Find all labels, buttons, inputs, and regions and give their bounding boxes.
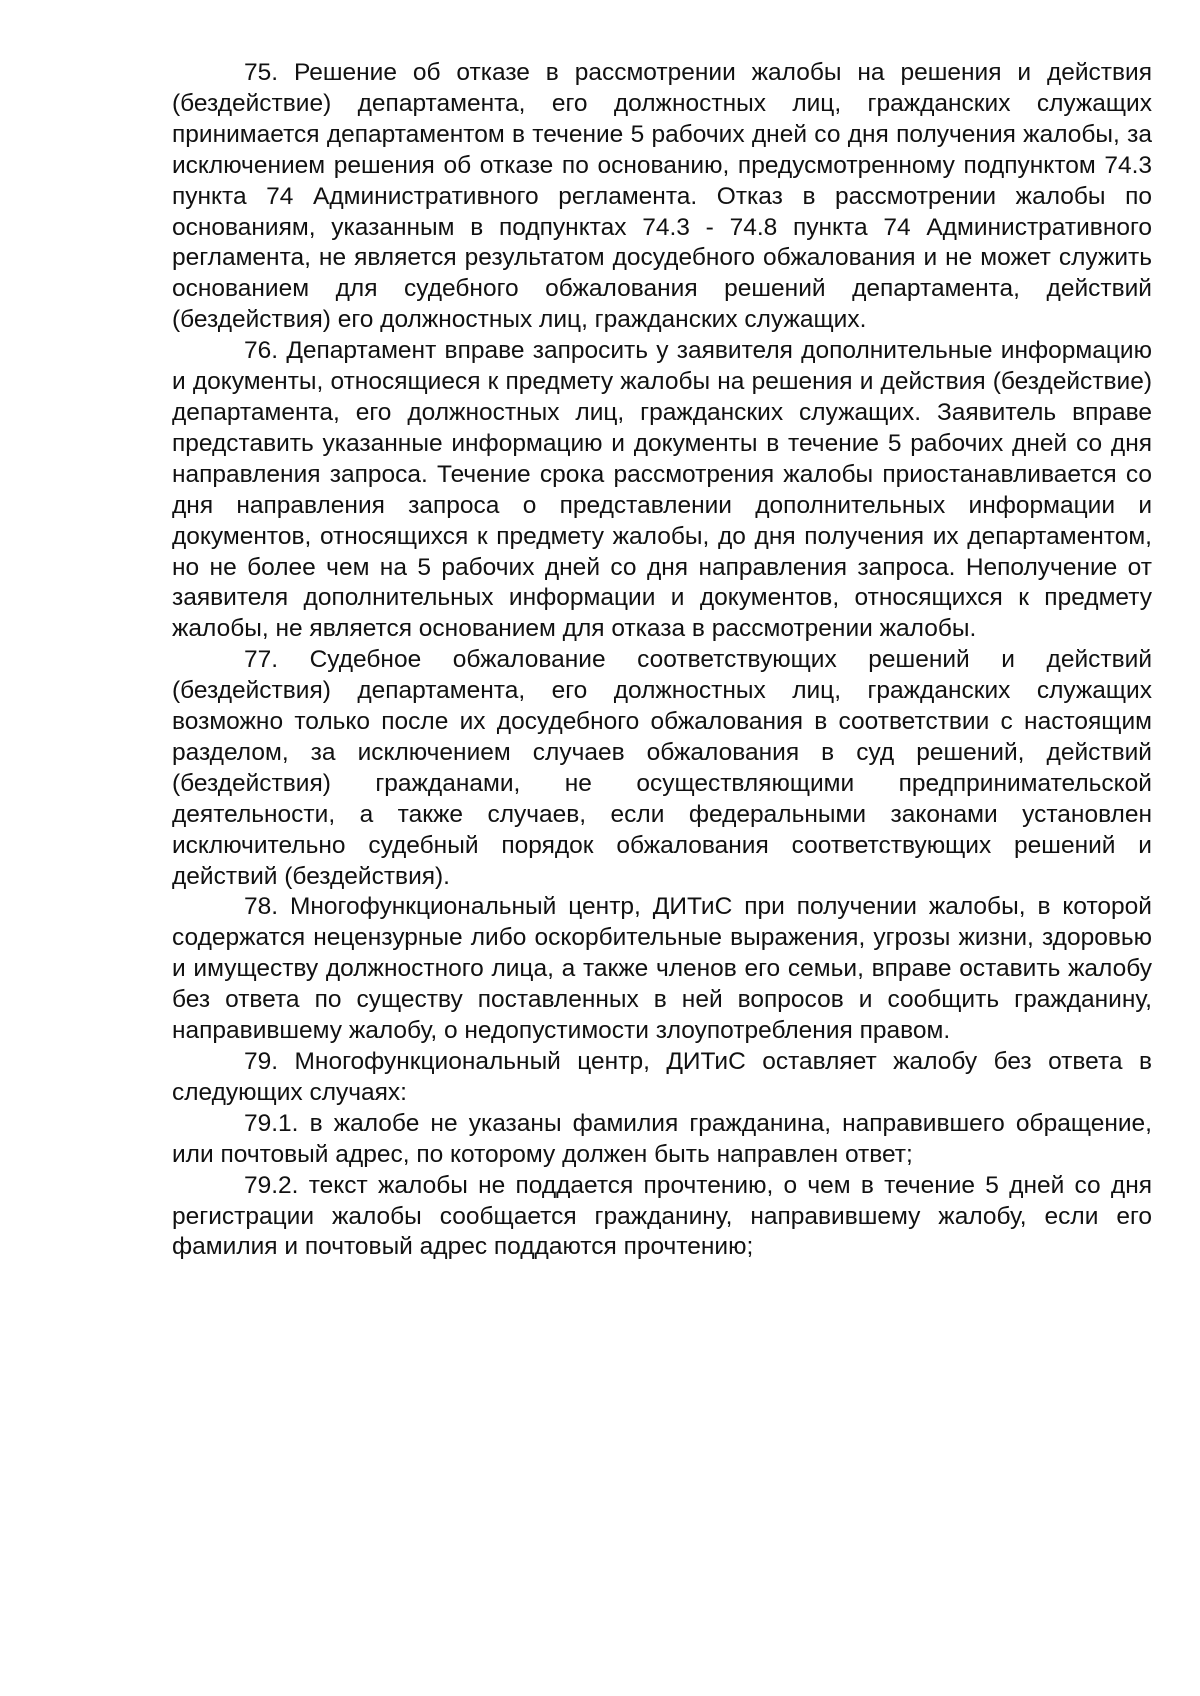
paragraph-75: 75. Решение об отказе в рассмотрении жалобы на решения и действия (бездействие) департамента, его должностных лиц, гражданских служащих принимается департаментом в течение 5 рабочих дней со дня получения жалобы, за исключением решения об отказе по основанию, предусмотренному подпунктом 74.3 пункта 74 Административного регламента. Отказ в рассмотрении жалобы по основаниям, указанным в подпунктах 74.3 - 74.8 пункта 74 Административного регламента, не является результатом досудебного обжалования и не может служить основанием для судебного обжалования решений департамента, действий (бездействия) его должностных лиц, гражданских служащих. [172, 59, 1152, 334]
paragraph-79-2: 79.2. текст жалобы не поддается прочтению, о чем в течение 5 дней со дня регистрации жалобы сообщается гражданину, направившему жалобу, если его фамилия и почтовый адрес поддаются прочтению; [172, 1171, 1152, 1261]
paragraph-79-1: 79.1. в жалобе не указаны фамилия гражданина, направившего обращение, или почтовый адрес, по которому должен быть направлен ответ; [172, 1109, 1152, 1168]
paragraph-77: 77. Судебное обжалование соответствующих решений и действий (бездействия) департамента, его должностных лиц, гражданских служащих возможно только после их досудебного обжалования в соответствии с настоящим разделом, за исключением случаев обжалования в суд решений, действий (бездействия) гражданами, не осуществляющими предпринимательской деятельности, а также случаев, если федеральными законами установлен исключительно судебный порядок обжалования соответствующих решений и действий (бездействия). [172, 646, 1152, 890]
paragraph-78: 78. Многофункциональный центр, ДИТиС при получении жалобы, в которой содержатся нецензурные либо оскорбительные выражения, угрозы жизни, здоровью и имуществу должностного лица, а также членов его семьи, вправе оставить жалобу без ответа по существу поставленных в ней вопросов и сообщить гражданину, направившему жалобу, о недопустимости злоупотребления правом. [172, 893, 1152, 1045]
document-body [172, 58, 1152, 1263]
paragraph-76: 76. Департамент вправе запросить у заявителя дополнительные информацию и документы, относящиеся к предмету жалобы на решения и действия (бездействие) департамента, его должностных лиц, гражданских служащих. Заявитель вправе представить указанные информацию и документы в течение 5 рабочих дней со дня направления запроса. Течение срока рассмотрения жалобы приостанавливается со дня направления запроса о представлении дополнительных информации и документов, относящихся к предмету жалобы, до дня получения их департаментом, но не более чем на 5 рабочих дней со дня направления запроса. Неполучение от заявителя дополнительных информации и документов, относящихся к предмету жалобы, не является основанием для отказа в рассмотрении жалобы. [172, 337, 1152, 643]
paragraph-79: 79. Многофункциональный центр, ДИТиС оставляет жалобу без ответа в следующих случаях: [172, 1048, 1152, 1106]
